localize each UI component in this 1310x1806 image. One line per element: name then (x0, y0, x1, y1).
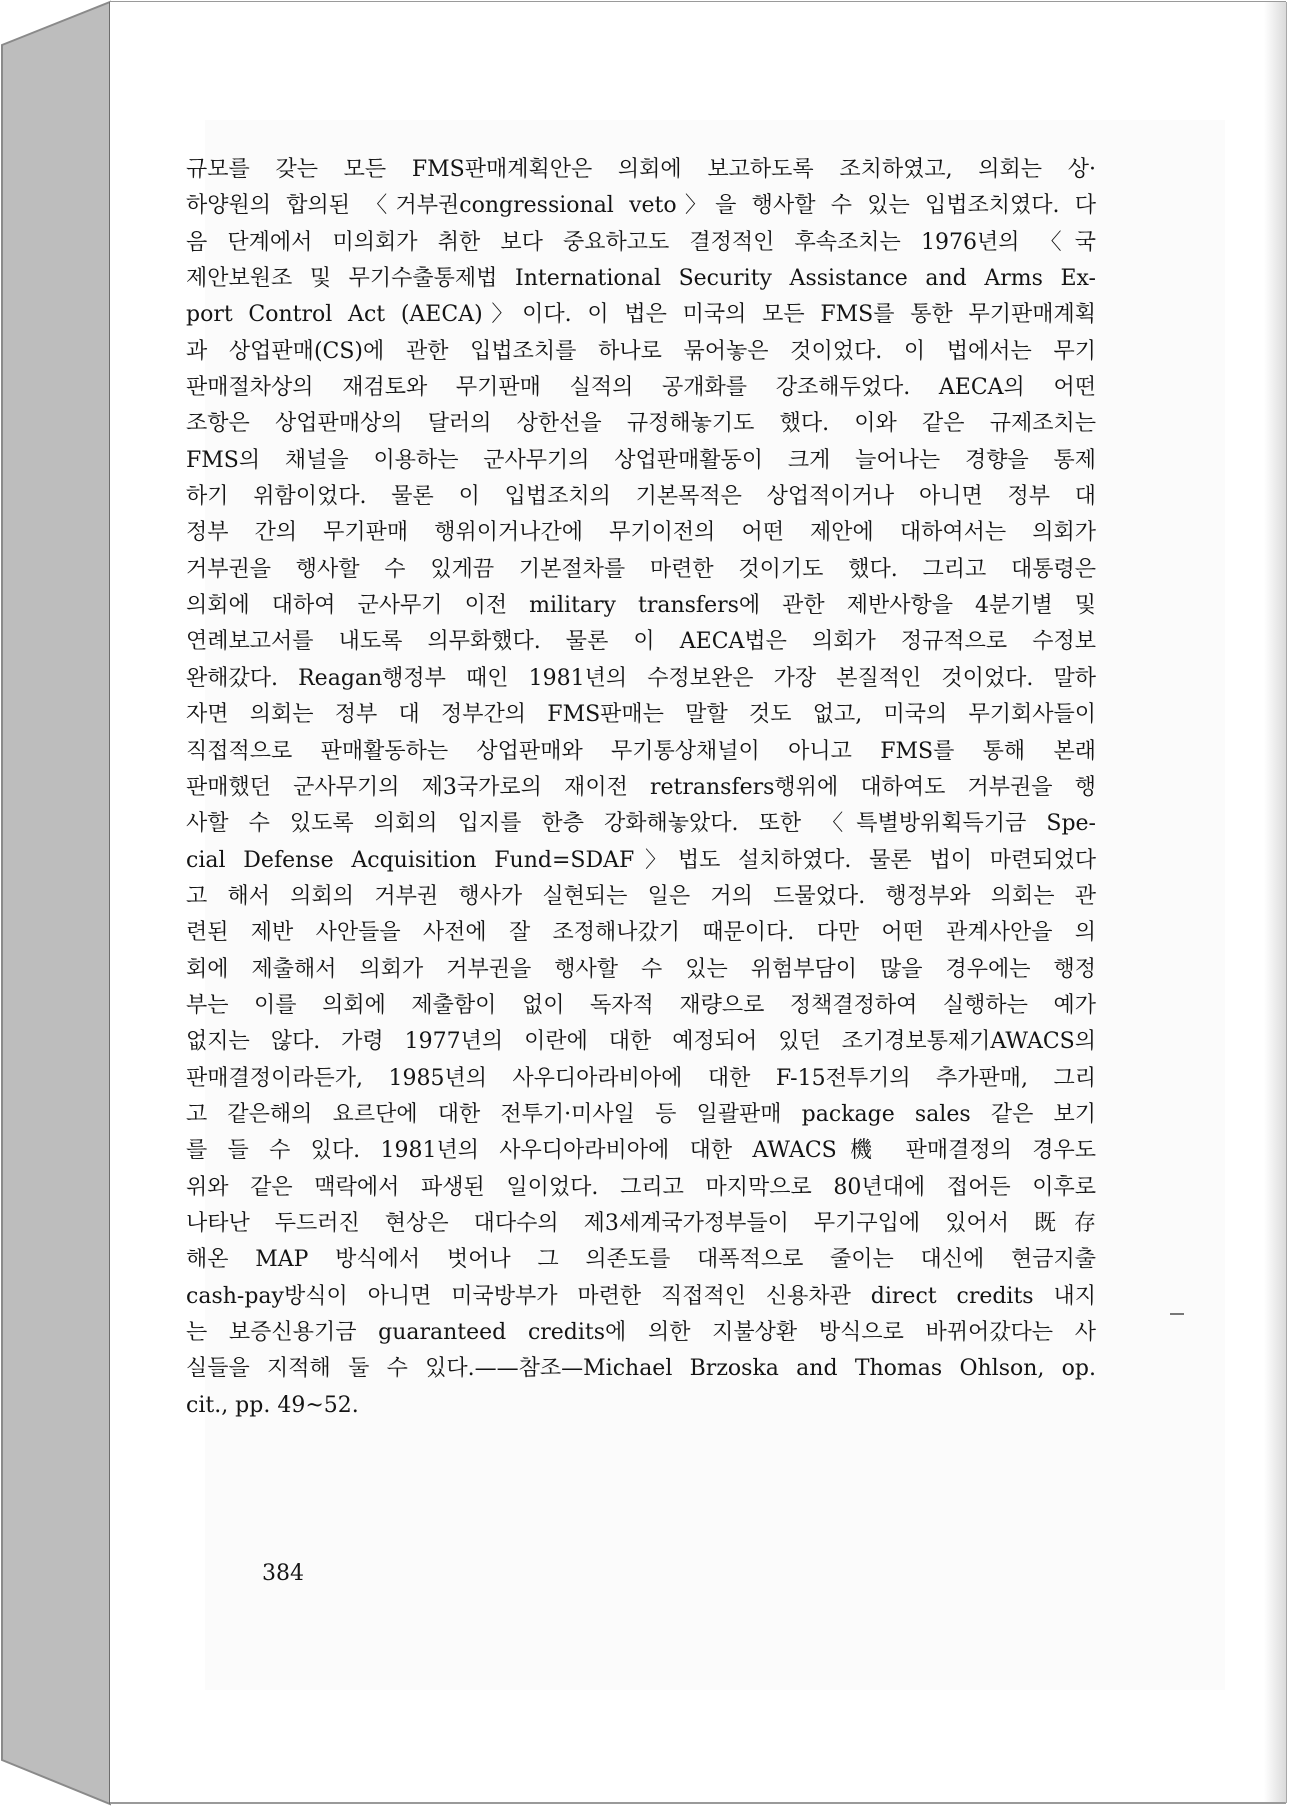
text-line: 하양원의 합의된 〈거부권congressional veto〉을 행사할 수 있는 입법조치였다. 다 (186, 193, 1096, 219)
text-line: 는 보증신용기금 guaranteed credits에 의한 지불상환 방식으로 바뀌어갔다는 사 (186, 1320, 1096, 1345)
text-line: 를 들 수 있다. 1981년의 사우디아라비아에 대한 AWACS機 판매결정의 경우도 (186, 1138, 1096, 1164)
text-line: 의회에 대하여 군사무기 이전 military transfers에 관한 제반사항을 4분기별 및 (186, 593, 1096, 619)
text-line: 정부 간의 무기판매 행위이거나간에 무기이전의 어떤 제안에 대하여서는 의회가 (186, 520, 1096, 546)
text-line: 실들을 지적해 둘 수 있다.——참조—Michael Brzoska and Thomas Ohlson, op. (186, 1356, 1096, 1382)
text-line: 회에 제출해서 의회가 거부권을 행사할 수 있는 위험부담이 많을 경우에는 행정 (186, 956, 1096, 982)
text-line: 나타난 두드러진 현상은 대다수의 제3세계국가정부들이 무기구입에 있어서 既存 (186, 1210, 1096, 1236)
text-line: cit., pp. 49~52. (186, 1392, 359, 1418)
text-line: FMS의 채널을 이용하는 군사무기의 상업판매활동이 크게 늘어나는 경향을 통제 (186, 447, 1096, 473)
text-line: 규모를 갖는 모든 FMS판매계획안은 의회에 보고하도록 조치하였고, 의회는 상· (186, 157, 1096, 182)
text-line: 조항은 상업판매상의 달러의 상한선을 규정해놓기도 했다. 이와 같은 규제조치는 (186, 411, 1096, 437)
text-line: 판매결정이라든가, 1985년의 사우디아라비아에 대한 F-15전투기의 추가판매, 그리 (186, 1065, 1096, 1091)
text-line: 완해갔다. Reagan행정부 때인 1981년의 수정보완은 가장 본질적인 것이었다. 말하 (186, 665, 1096, 691)
text-line: 판매절차상의 재검토와 무기판매 실적의 공개화를 강조해두었다. AECA의 어떤 (186, 375, 1096, 401)
text-line: 없지는 않다. 가령 1977년의 이란에 대한 예정되어 있던 조기경보통제기AWACS의 (186, 1029, 1096, 1055)
text-line: 제안보원조 및 무기수출통제법 International Security Assistance and Arms Ex- (186, 266, 1096, 292)
text-line: 음 단계에서 미의회가 취한 보다 중요하고도 결정적인 후속조치는 1976년의 〈국 (186, 229, 1096, 255)
text-line: cial Defense Acquisition Fund=SDAF〉법도 설치하였다. 물론 법이 마련되었다 (186, 847, 1096, 873)
text-line: 직접적으로 판매활동하는 상업판매와 무기통상채널이 아니고 FMS를 통해 본래 (186, 738, 1096, 764)
text-line: port Control Act (AECA)〉이다. 이 법은 미국의 모든 FMS를 통한 무기판매계획 (186, 302, 1096, 328)
text-line: 과 상업판매(CS)에 관한 입법조치를 하나로 묶어놓은 것이었다. 이 법에서는 무기 (186, 338, 1096, 364)
text-line: 련된 제반 사안들을 사전에 잘 조정해나갔기 때문이다. 다만 어떤 관계사안을 의 (186, 920, 1096, 946)
text-line: 고 해서 의회의 거부권 행사가 실현되는 일은 거의 드물었다. 행정부와 의회는 관 (186, 883, 1096, 909)
text-line: 사할 수 있도록 의회의 입지를 한층 강화해놓았다. 또한 〈특별방위획득기금 Spe- (186, 811, 1096, 837)
text-line: 거부권을 행사할 수 있게끔 기본절차를 마련한 것이기도 했다. 그리고 대통령은 (186, 556, 1096, 582)
text-line: 위와 같은 맥락에서 파생된 일이었다. 그리고 마지막으로 80년대에 접어든 이후로 (186, 1174, 1096, 1200)
text-line: 고 같은해의 요르단에 대한 전투기·미사일 등 일괄판매 package sales 같은 보기 (186, 1101, 1096, 1127)
text-line: 부는 이를 의회에 제출함이 없이 독자적 재량으로 정책결정하여 실행하는 예가 (186, 992, 1096, 1018)
text-line: 연례보고서를 내도록 의무화했다. 물론 이 AECA법은 의회가 정규적으로 수정보 (186, 629, 1096, 655)
text-line: 판매했던 군사무기의 제3국가로의 재이전 retransfers행위에 대하여도 거부권을 행 (186, 774, 1096, 800)
body-text (186, 152, 1096, 1424)
text-line: 자면 의회는 정부 대 정부간의 FMS판매는 말할 것도 없고, 미국의 무기회사들이 (186, 702, 1096, 728)
page-number: 384 (262, 1561, 304, 1586)
text-line: cash-pay방식이 아니면 미국방부가 마련한 직접적인 신용차관 direct credits 내지 (186, 1283, 1096, 1309)
margin-mark (1170, 1313, 1184, 1315)
text-line: 하기 위함이었다. 물론 이 입법조치의 기본목적은 상업적이거나 아니면 정부 대 (186, 484, 1096, 510)
text-line: 해온 MAP 방식에서 벗어나 그 의존도를 대폭적으로 줄이는 대신에 현금지출 (186, 1247, 1096, 1273)
page-edge-shadow (1264, 2, 1286, 1802)
